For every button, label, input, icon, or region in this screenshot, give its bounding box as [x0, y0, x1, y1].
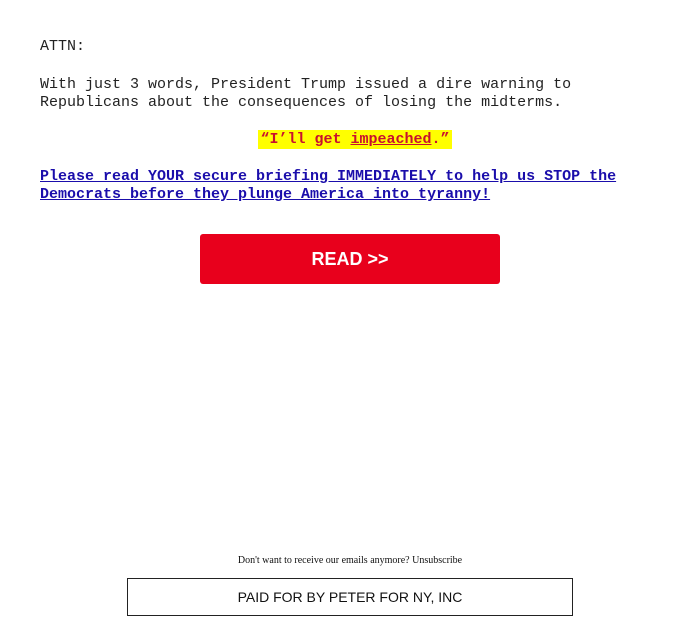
read-button[interactable]: READ >> — [200, 234, 500, 284]
highlighted-quote — [258, 130, 451, 149]
greeting: ATTN: — [40, 38, 86, 55]
paid-for-disclaimer: PAID FOR BY PETER FOR NY, INC — [127, 578, 573, 616]
quote-underlined-word: impeached — [350, 131, 432, 148]
briefing-link[interactable]: Please read YOUR secure briefing IMMEDIATELY to help us STOP the Democrats before they plunge America into tyranny! — [40, 168, 617, 203]
unsubscribe-line — [0, 555, 700, 567]
intro-text: With just 3 words, President Trump issued a dire warning to Republicans about the consequences of losing the midterms. — [40, 76, 572, 111]
quote-suffix: .” — [431, 131, 450, 148]
quote-prefix: “I’ll get — [260, 131, 351, 148]
unsubscribe-link[interactable]: Unsubscribe — [412, 555, 463, 566]
quote-block — [40, 131, 670, 149]
email-body — [40, 38, 670, 204]
unsubscribe-prefix: Don't want to receive our emails anymore? — [237, 555, 410, 566]
